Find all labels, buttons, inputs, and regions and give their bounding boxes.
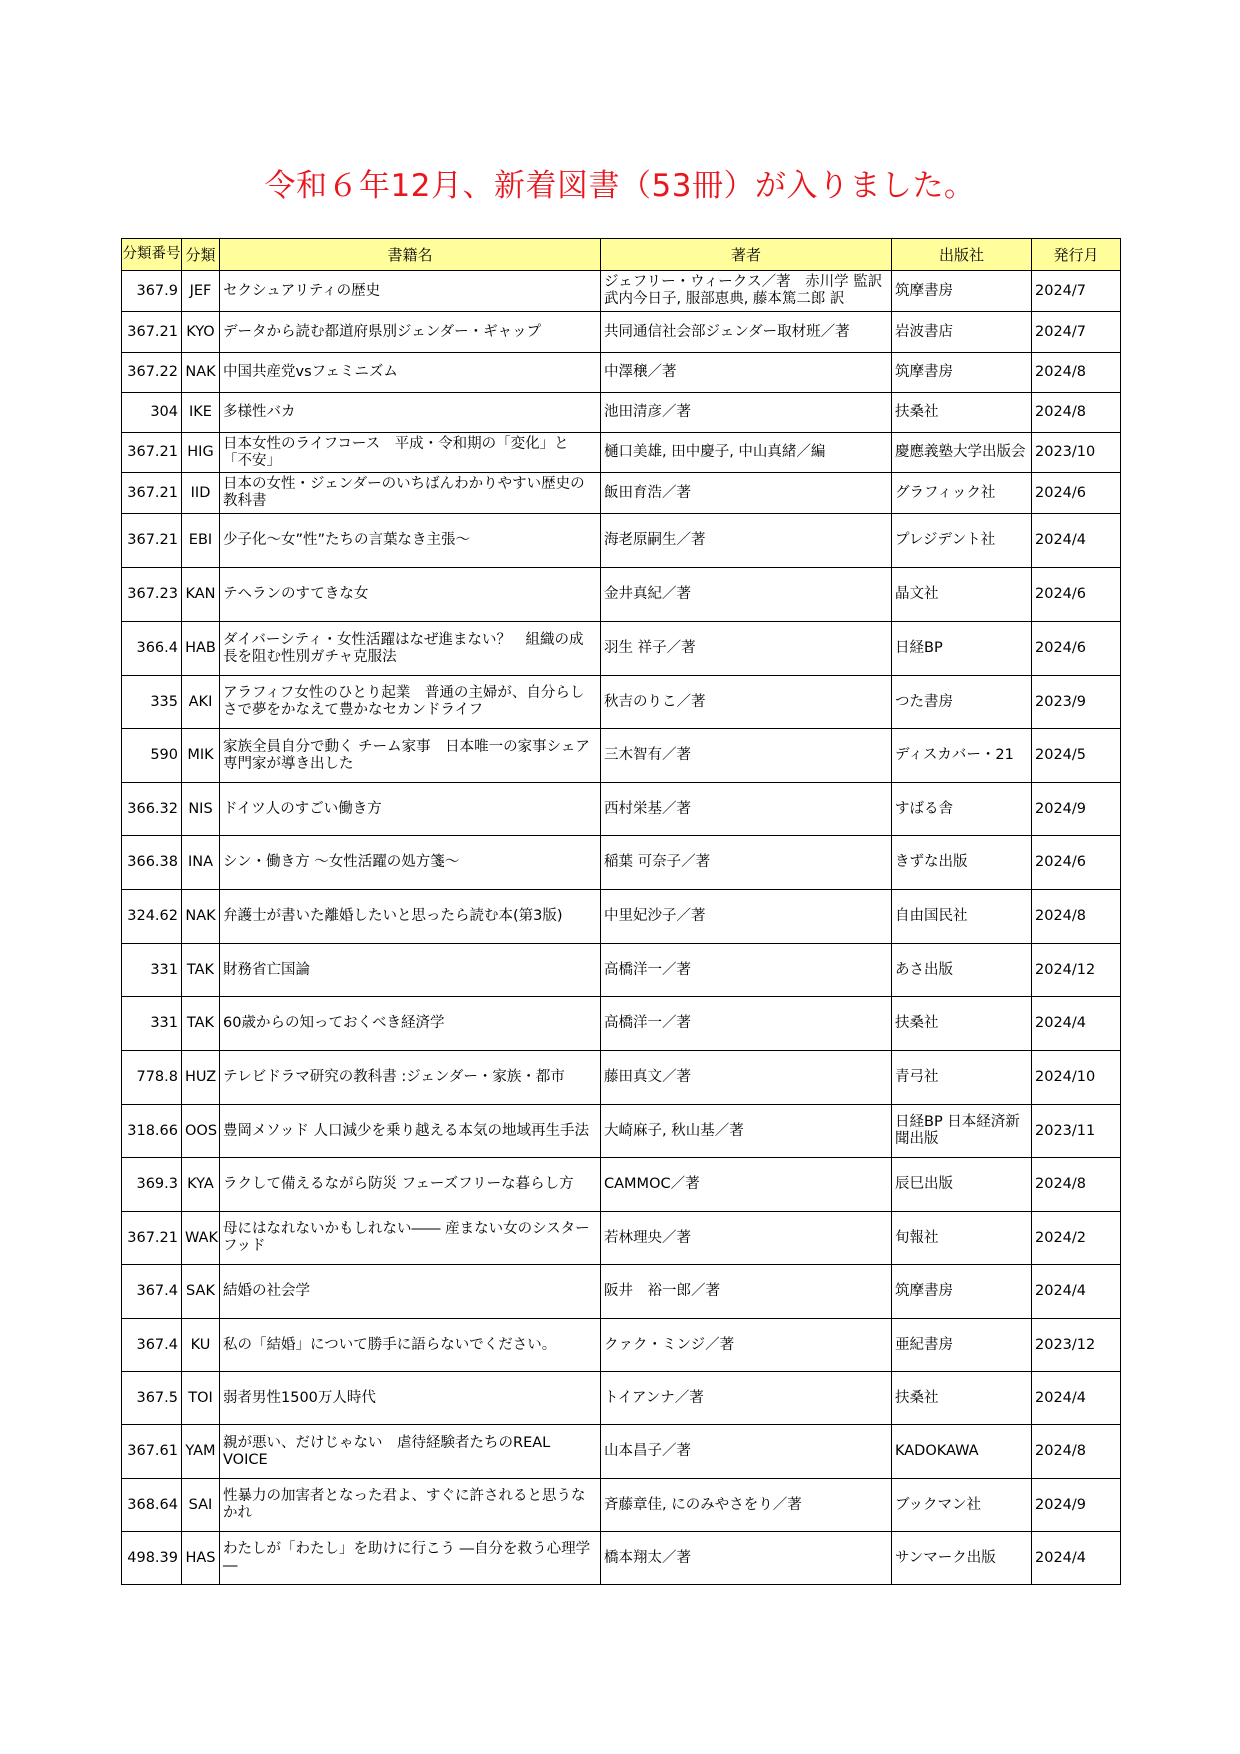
cell-date: 2023/11 (1032, 1105, 1121, 1158)
cell-date: 2024/4 (1032, 1265, 1121, 1319)
cell-date: 2024/2 (1032, 1212, 1121, 1265)
table-row (122, 836, 1121, 890)
cell-prefix: SAK (182, 1265, 220, 1319)
cell-code: 304 (122, 393, 182, 433)
cell-prefix: NAK (182, 353, 220, 393)
cell-book-title: 財務省亡国論 (220, 944, 601, 997)
cell-book-title: 家族全員自分で動く チーム家事 日本唯一の家事シェア専門家が導き出した (220, 729, 601, 783)
cell-prefix: HIG (182, 433, 220, 473)
table-row (122, 676, 1121, 729)
header-book-title: 書籍名 (220, 239, 601, 271)
cell-author: 羽生 祥子／著 (601, 622, 892, 676)
cell-book-title: 少子化～女”性”たちの言葉なき主張～ (220, 514, 601, 568)
cell-author: 阪井 裕一郎／著 (601, 1265, 892, 1319)
cell-book-title: シン・働き方 ～女性活躍の処方箋～ (220, 836, 601, 890)
cell-book-title: ラクして備えるながら防災 フェーズフリーな暮らし方 (220, 1158, 601, 1212)
cell-author: 樋口美雄, 田中慶子, 中山真緒／編 (601, 433, 892, 473)
cell-book-title: ドイツ人のすごい働き方 (220, 783, 601, 836)
cell-book-title: 60歳からの知っておくべき経済学 (220, 997, 601, 1051)
table-row (122, 1532, 1121, 1585)
cell-author: クァク・ミンジ／著 (601, 1319, 892, 1372)
cell-prefix: MIK (182, 729, 220, 783)
cell-publisher: 自由国民社 (892, 890, 1032, 944)
table-row (122, 433, 1121, 473)
table-row (122, 473, 1121, 514)
cell-date: 2024/8 (1032, 1158, 1121, 1212)
cell-code: 498.39 (122, 1532, 182, 1585)
cell-book-title: ダイバーシティ・女性活躍はなぜ進まない？ 組織の成長を阻む性別ガチャ克服法 (220, 622, 601, 676)
cell-prefix: JEF (182, 271, 220, 312)
cell-date: 2024/7 (1032, 271, 1121, 312)
cell-publisher: KADOKAWA (892, 1425, 1032, 1479)
table-row (122, 1158, 1121, 1212)
cell-code: 331 (122, 997, 182, 1051)
cell-author: 三木智有／著 (601, 729, 892, 783)
cell-prefix: KYO (182, 312, 220, 353)
cell-code: 367.22 (122, 353, 182, 393)
header-prefix: 分類 (182, 239, 220, 271)
table-row (122, 1479, 1121, 1532)
cell-publisher: 日経BP (892, 622, 1032, 676)
cell-date: 2024/8 (1032, 393, 1121, 433)
cell-date: 2024/6 (1032, 836, 1121, 890)
cell-publisher: ブックマン社 (892, 1479, 1032, 1532)
cell-prefix: TAK (182, 997, 220, 1051)
cell-book-title: 中国共産党vsフェミニズム (220, 353, 601, 393)
cell-prefix: EBI (182, 514, 220, 568)
cell-publisher: プレジデント社 (892, 514, 1032, 568)
cell-book-title: 豊岡メソッド 人口減少を乗り越える本気の地域再生手法 (220, 1105, 601, 1158)
table-row (122, 393, 1121, 433)
cell-book-title: 日本の女性・ジェンダーのいちばんわかりやすい歴史の教科書 (220, 473, 601, 514)
cell-publisher: 日経BP 日本経済新聞出版 (892, 1105, 1032, 1158)
cell-author: 池田清彦／著 (601, 393, 892, 433)
cell-book-title: データから読む都道府県別ジェンダー・ギャップ (220, 312, 601, 353)
cell-code: 367.21 (122, 473, 182, 514)
cell-date: 2024/8 (1032, 890, 1121, 944)
cell-book-title: 多様性バカ (220, 393, 601, 433)
cell-book-title: セクシュアリティの歴史 (220, 271, 601, 312)
cell-prefix: KYA (182, 1158, 220, 1212)
table-row (122, 622, 1121, 676)
cell-prefix: TAK (182, 944, 220, 997)
cell-prefix: SAI (182, 1479, 220, 1532)
cell-date: 2024/6 (1032, 473, 1121, 514)
header-date: 発行月 (1032, 239, 1121, 271)
cell-code: 367.4 (122, 1319, 182, 1372)
cell-author: 中澤穣／著 (601, 353, 892, 393)
cell-date: 2024/9 (1032, 1479, 1121, 1532)
cell-date: 2024/6 (1032, 622, 1121, 676)
cell-publisher: 慶應義塾大学出版会 (892, 433, 1032, 473)
cell-code: 367.5 (122, 1372, 182, 1425)
table-row (122, 1425, 1121, 1479)
table-row (122, 353, 1121, 393)
cell-date: 2024/9 (1032, 783, 1121, 836)
cell-author: 海老原嗣生／著 (601, 514, 892, 568)
cell-author: 橋本翔太／著 (601, 1532, 892, 1585)
cell-date: 2024/4 (1032, 1532, 1121, 1585)
cell-author: 藤田真文／著 (601, 1051, 892, 1105)
cell-date: 2024/4 (1032, 997, 1121, 1051)
cell-code: 590 (122, 729, 182, 783)
cell-prefix: IID (182, 473, 220, 514)
cell-publisher: 岩波書店 (892, 312, 1032, 353)
cell-author: 稲葉 可奈子／著 (601, 836, 892, 890)
table-row (122, 1372, 1121, 1425)
table-row (122, 1319, 1121, 1372)
cell-author: 若林理央／著 (601, 1212, 892, 1265)
cell-author: ジェフリー・ウィークス／著 赤川学 監訳 武内今日子, 服部恵典, 藤本篤二郎 訳 (601, 271, 892, 312)
cell-book-title: 私の「結婚」について勝手に語らないでください。 (220, 1319, 601, 1372)
cell-publisher: きずな出版 (892, 836, 1032, 890)
cell-prefix: HAS (182, 1532, 220, 1585)
table-row (122, 271, 1121, 312)
table-row (122, 514, 1121, 568)
cell-prefix: OOS (182, 1105, 220, 1158)
cell-author: 高橋洋一／著 (601, 997, 892, 1051)
cell-book-title: 日本女性のライフコース 平成・令和期の「変化」と「不安」 (220, 433, 601, 473)
cell-book-title: テレビドラマ研究の教科書 :ジェンダー・家族・都市 (220, 1051, 601, 1105)
table-row (122, 729, 1121, 783)
cell-book-title: 母にはなれないかもしれない―― 産まない女のシスターフッド (220, 1212, 601, 1265)
cell-book-title: 弁護士が書いた離婚したいと思ったら読む本(第3版) (220, 890, 601, 944)
cell-date: 2024/6 (1032, 568, 1121, 622)
cell-date: 2023/10 (1032, 433, 1121, 473)
page-title: 令和６年12月、新着図書（53冊）が入りました。 (264, 168, 976, 204)
cell-date: 2024/5 (1032, 729, 1121, 783)
cell-date: 2024/4 (1032, 1372, 1121, 1425)
cell-code: 367.23 (122, 568, 182, 622)
cell-publisher: 旬報社 (892, 1212, 1032, 1265)
cell-code: 335 (122, 676, 182, 729)
cell-code: 367.21 (122, 514, 182, 568)
cell-publisher: つた書房 (892, 676, 1032, 729)
cell-publisher: 辰巳出版 (892, 1158, 1032, 1212)
cell-date: 2024/4 (1032, 514, 1121, 568)
cell-publisher: 筑摩書房 (892, 353, 1032, 393)
cell-publisher: グラフィック社 (892, 473, 1032, 514)
cell-code: 368.64 (122, 1479, 182, 1532)
table-row (122, 312, 1121, 353)
header-code: 分類番号 (122, 239, 182, 271)
cell-publisher: 扶桑社 (892, 1372, 1032, 1425)
table-header-row (122, 239, 1121, 271)
new-books-table (121, 238, 1121, 1585)
cell-date: 2024/7 (1032, 312, 1121, 353)
table-row (122, 1265, 1121, 1319)
cell-author: 金井真紀／著 (601, 568, 892, 622)
cell-author: 共同通信社会部ジェンダー取材班／著 (601, 312, 892, 353)
cell-code: 367.21 (122, 433, 182, 473)
cell-code: 367.9 (122, 271, 182, 312)
cell-code: 366.32 (122, 783, 182, 836)
cell-code: 367.61 (122, 1425, 182, 1479)
cell-prefix: TOI (182, 1372, 220, 1425)
cell-code: 367.21 (122, 1212, 182, 1265)
table-row (122, 1051, 1121, 1105)
cell-author: 斉藤章佳, にのみやさをり／著 (601, 1479, 892, 1532)
cell-date: 2023/12 (1032, 1319, 1121, 1372)
cell-prefix: IKE (182, 393, 220, 433)
cell-author: 中里妃沙子／著 (601, 890, 892, 944)
cell-publisher: あさ出版 (892, 944, 1032, 997)
cell-publisher: すばる舎 (892, 783, 1032, 836)
cell-book-title: 性暴力の加害者となった君よ、すぐに許されると思うなかれ (220, 1479, 601, 1532)
cell-prefix: AKI (182, 676, 220, 729)
cell-prefix: HUZ (182, 1051, 220, 1105)
cell-book-title: アラフィフ女性のひとり起業 普通の主婦が、自分らしさで夢をかなえて豊かなセカンドライフ (220, 676, 601, 729)
cell-book-title: 親が悪い、だけじゃない 虐待経験者たちのREAL VOICE (220, 1425, 601, 1479)
cell-book-title: わたしが「わたし」を助けに行こう ―自分を救う心理学― (220, 1532, 601, 1585)
cell-prefix: NIS (182, 783, 220, 836)
table-row (122, 783, 1121, 836)
cell-date: 2024/12 (1032, 944, 1121, 997)
cell-publisher: 扶桑社 (892, 393, 1032, 433)
cell-author: 大崎麻子, 秋山基／著 (601, 1105, 892, 1158)
cell-prefix: INA (182, 836, 220, 890)
cell-author: 飯田育浩／著 (601, 473, 892, 514)
cell-publisher: 扶桑社 (892, 997, 1032, 1051)
cell-prefix: WAK (182, 1212, 220, 1265)
cell-code: 366.38 (122, 836, 182, 890)
cell-code: 367.4 (122, 1265, 182, 1319)
cell-book-title: 結婚の社会学 (220, 1265, 601, 1319)
cell-book-title: テヘランのすてきな女 (220, 568, 601, 622)
cell-code: 369.3 (122, 1158, 182, 1212)
cell-prefix: KU (182, 1319, 220, 1372)
cell-author: CAMMOC／著 (601, 1158, 892, 1212)
cell-author: 西村栄基／著 (601, 783, 892, 836)
cell-date: 2024/8 (1032, 353, 1121, 393)
cell-author: トイアンナ／著 (601, 1372, 892, 1425)
table-row (122, 568, 1121, 622)
cell-code: 324.62 (122, 890, 182, 944)
cell-code: 331 (122, 944, 182, 997)
header-publisher: 出版社 (892, 239, 1032, 271)
cell-code: 778.8 (122, 1051, 182, 1105)
cell-date: 2024/10 (1032, 1051, 1121, 1105)
table-row (122, 1212, 1121, 1265)
cell-publisher: 晶文社 (892, 568, 1032, 622)
cell-prefix: HAB (182, 622, 220, 676)
table-row (122, 890, 1121, 944)
table-row (122, 997, 1121, 1051)
header-author: 著者 (601, 239, 892, 271)
cell-code: 366.4 (122, 622, 182, 676)
cell-prefix: KAN (182, 568, 220, 622)
cell-publisher: サンマーク出版 (892, 1532, 1032, 1585)
cell-publisher: 亜紀書房 (892, 1319, 1032, 1372)
cell-author: 秋吉のりこ／著 (601, 676, 892, 729)
cell-prefix: NAK (182, 890, 220, 944)
cell-date: 2023/9 (1032, 676, 1121, 729)
cell-prefix: YAM (182, 1425, 220, 1479)
cell-date: 2024/8 (1032, 1425, 1121, 1479)
cell-publisher: 青弓社 (892, 1051, 1032, 1105)
cell-code: 367.21 (122, 312, 182, 353)
cell-publisher: 筑摩書房 (892, 271, 1032, 312)
cell-author: 高橋洋一／著 (601, 944, 892, 997)
table-row (122, 1105, 1121, 1158)
cell-book-title: 弱者男性1500万人時代 (220, 1372, 601, 1425)
cell-code: 318.66 (122, 1105, 182, 1158)
cell-publisher: ディスカバー・21 (892, 729, 1032, 783)
cell-publisher: 筑摩書房 (892, 1265, 1032, 1319)
table-row (122, 944, 1121, 997)
cell-author: 山本昌子／著 (601, 1425, 892, 1479)
